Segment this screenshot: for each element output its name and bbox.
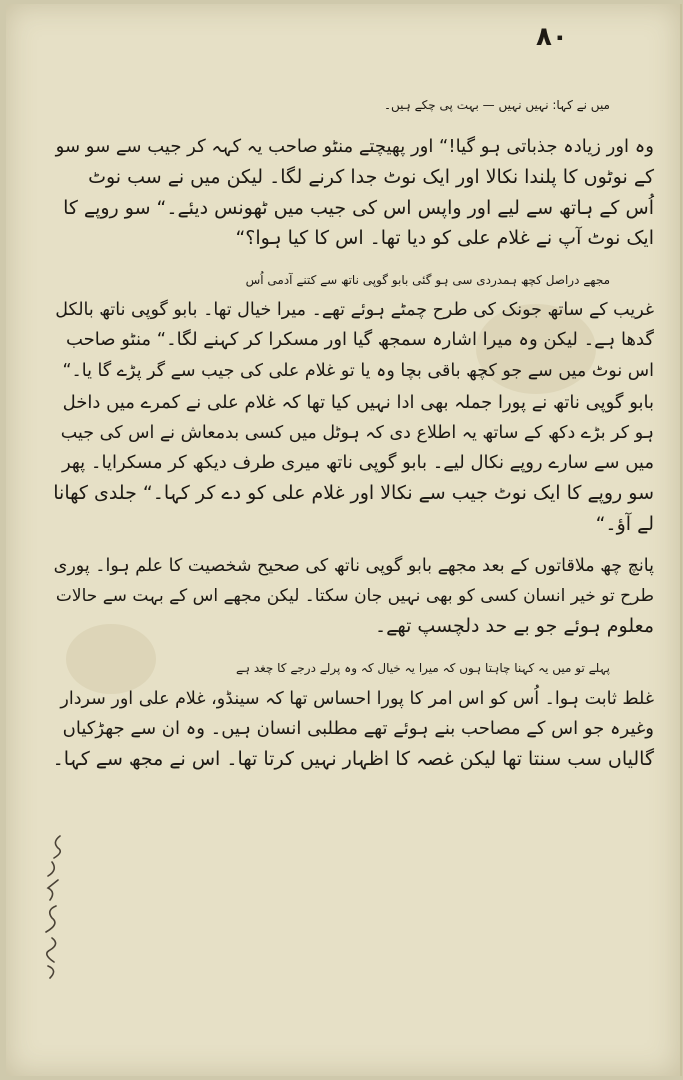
- text-line: میں نے کہا: نہیں نہیں — بہت پی چکے ہیں۔: [384, 98, 610, 112]
- text-line: ایک نوٹ آپ نے غلام علی کو دیا تھا۔ اس کا کیا ہوا؟“: [235, 226, 654, 249]
- paragraph: [54, 388, 654, 539]
- text-line: ہو کر بڑے دکھ کے ساتھ یہ اطلاع دی کہ ہوٹل میں کسی بدمعاش نے اس کی جیب: [60, 423, 654, 444]
- paragraph: [54, 551, 654, 642]
- text-line: گالیاں سب سنتا تھا لیکن غصہ کا اظہار نہیں کرتا تھا۔ اس نے مجھ سے کہا۔: [52, 748, 654, 771]
- text-line: اُس کے ہاتھ سے لیے اور واپس اس کی جیب میں ٹھونس دیئے۔“ سو روپے کا: [63, 196, 654, 219]
- text-line: کے نوٹوں کا پلندا نکالا اور ایک نوٹ جدا کرنے لگا۔ لیکن میں نے سب نوٹ: [88, 166, 654, 189]
- text-line: غلط ثابت ہوا۔ اُس کو اس امر کا پورا احساس تھا کہ سینڈو، غلام علی اور سردار: [60, 688, 654, 709]
- text-line: پہلے تو میں یہ کہنا چاہتا ہوں کہ میرا یہ خیال کہ وہ پرلے درجے کا چغد ہے: [235, 661, 610, 676]
- paragraph: [54, 265, 654, 386]
- text-line: گدھا ہے۔ لیکن وہ میرا اشارہ سمجھ گیا اور مسکرا کر کہنے لگا۔“ منٹو صاحب: [65, 329, 654, 351]
- page-text: [54, 90, 654, 786]
- text-line: غریب کے ساتھ جونک کی طرح چمٹے ہوئے تھے۔ میرا خیال تھا۔ بابو گوپی ناتھ بالکل: [55, 300, 654, 321]
- page-number: ۸۰: [536, 22, 568, 52]
- text-line: طرح تو خیر انسان کسی کو بھی نہیں جان سکتا۔ لیکن مجھے اس کے بہت سے حالات: [55, 586, 654, 607]
- text-line: سو روپے کا ایک نوٹ جیب سے نکالا اور غلام علی کو دے کر کہا۔“ جلدی کھانا: [53, 482, 654, 505]
- text-line: وہ اور زیادہ جذباتی ہو گیا!“ اور پھیچتے منٹو صاحب یہ کہہ کر جیب سے سو سو: [55, 136, 654, 158]
- text-line: معلوم ہوئے جو بے حد دلچسپ تھے۔: [375, 615, 654, 638]
- text-line: اس نوٹ میں سے جو کچھ باقی بچا وہ یا تو غلام علی کی جیب سے گر پڑے گا یا۔“: [62, 360, 654, 381]
- margin-handwriting: [30, 832, 70, 982]
- paragraph: [54, 132, 654, 253]
- text-line: پانچ چھ ملاقاتوں کے بعد مجھے بابو گوپی ناتھ کی صحیح شخصیت کا علم ہوا۔ پوری: [53, 555, 654, 576]
- book-page: [6, 4, 682, 1076]
- text-line: لے آؤ۔“: [595, 512, 654, 535]
- text-line: وغیرہ جو اس کے مصاحب بنے ہوئے تھے مطلبی انسان ہیں۔ وہ ان سے جھڑکیاں: [62, 717, 654, 739]
- paragraph: [54, 653, 654, 774]
- paragraph: [54, 90, 654, 120]
- text-line: بابو گوپی ناتھ نے پورا جملہ بھی ادا نہیں کیا تھا کہ غلام علی نے کمرے میں داخل: [62, 391, 654, 413]
- text-line: میں سے سارے روپے نکال لیے۔ بابو گوپی ناتھ میری طرف دیکھ کر مسکرایا۔ پھر: [61, 452, 654, 474]
- text-line: مجھے دراصل کچھ ہمدردی سی ہو گئی بابو گوپی ناتھ سے کتنے آدمی اُس: [245, 273, 610, 288]
